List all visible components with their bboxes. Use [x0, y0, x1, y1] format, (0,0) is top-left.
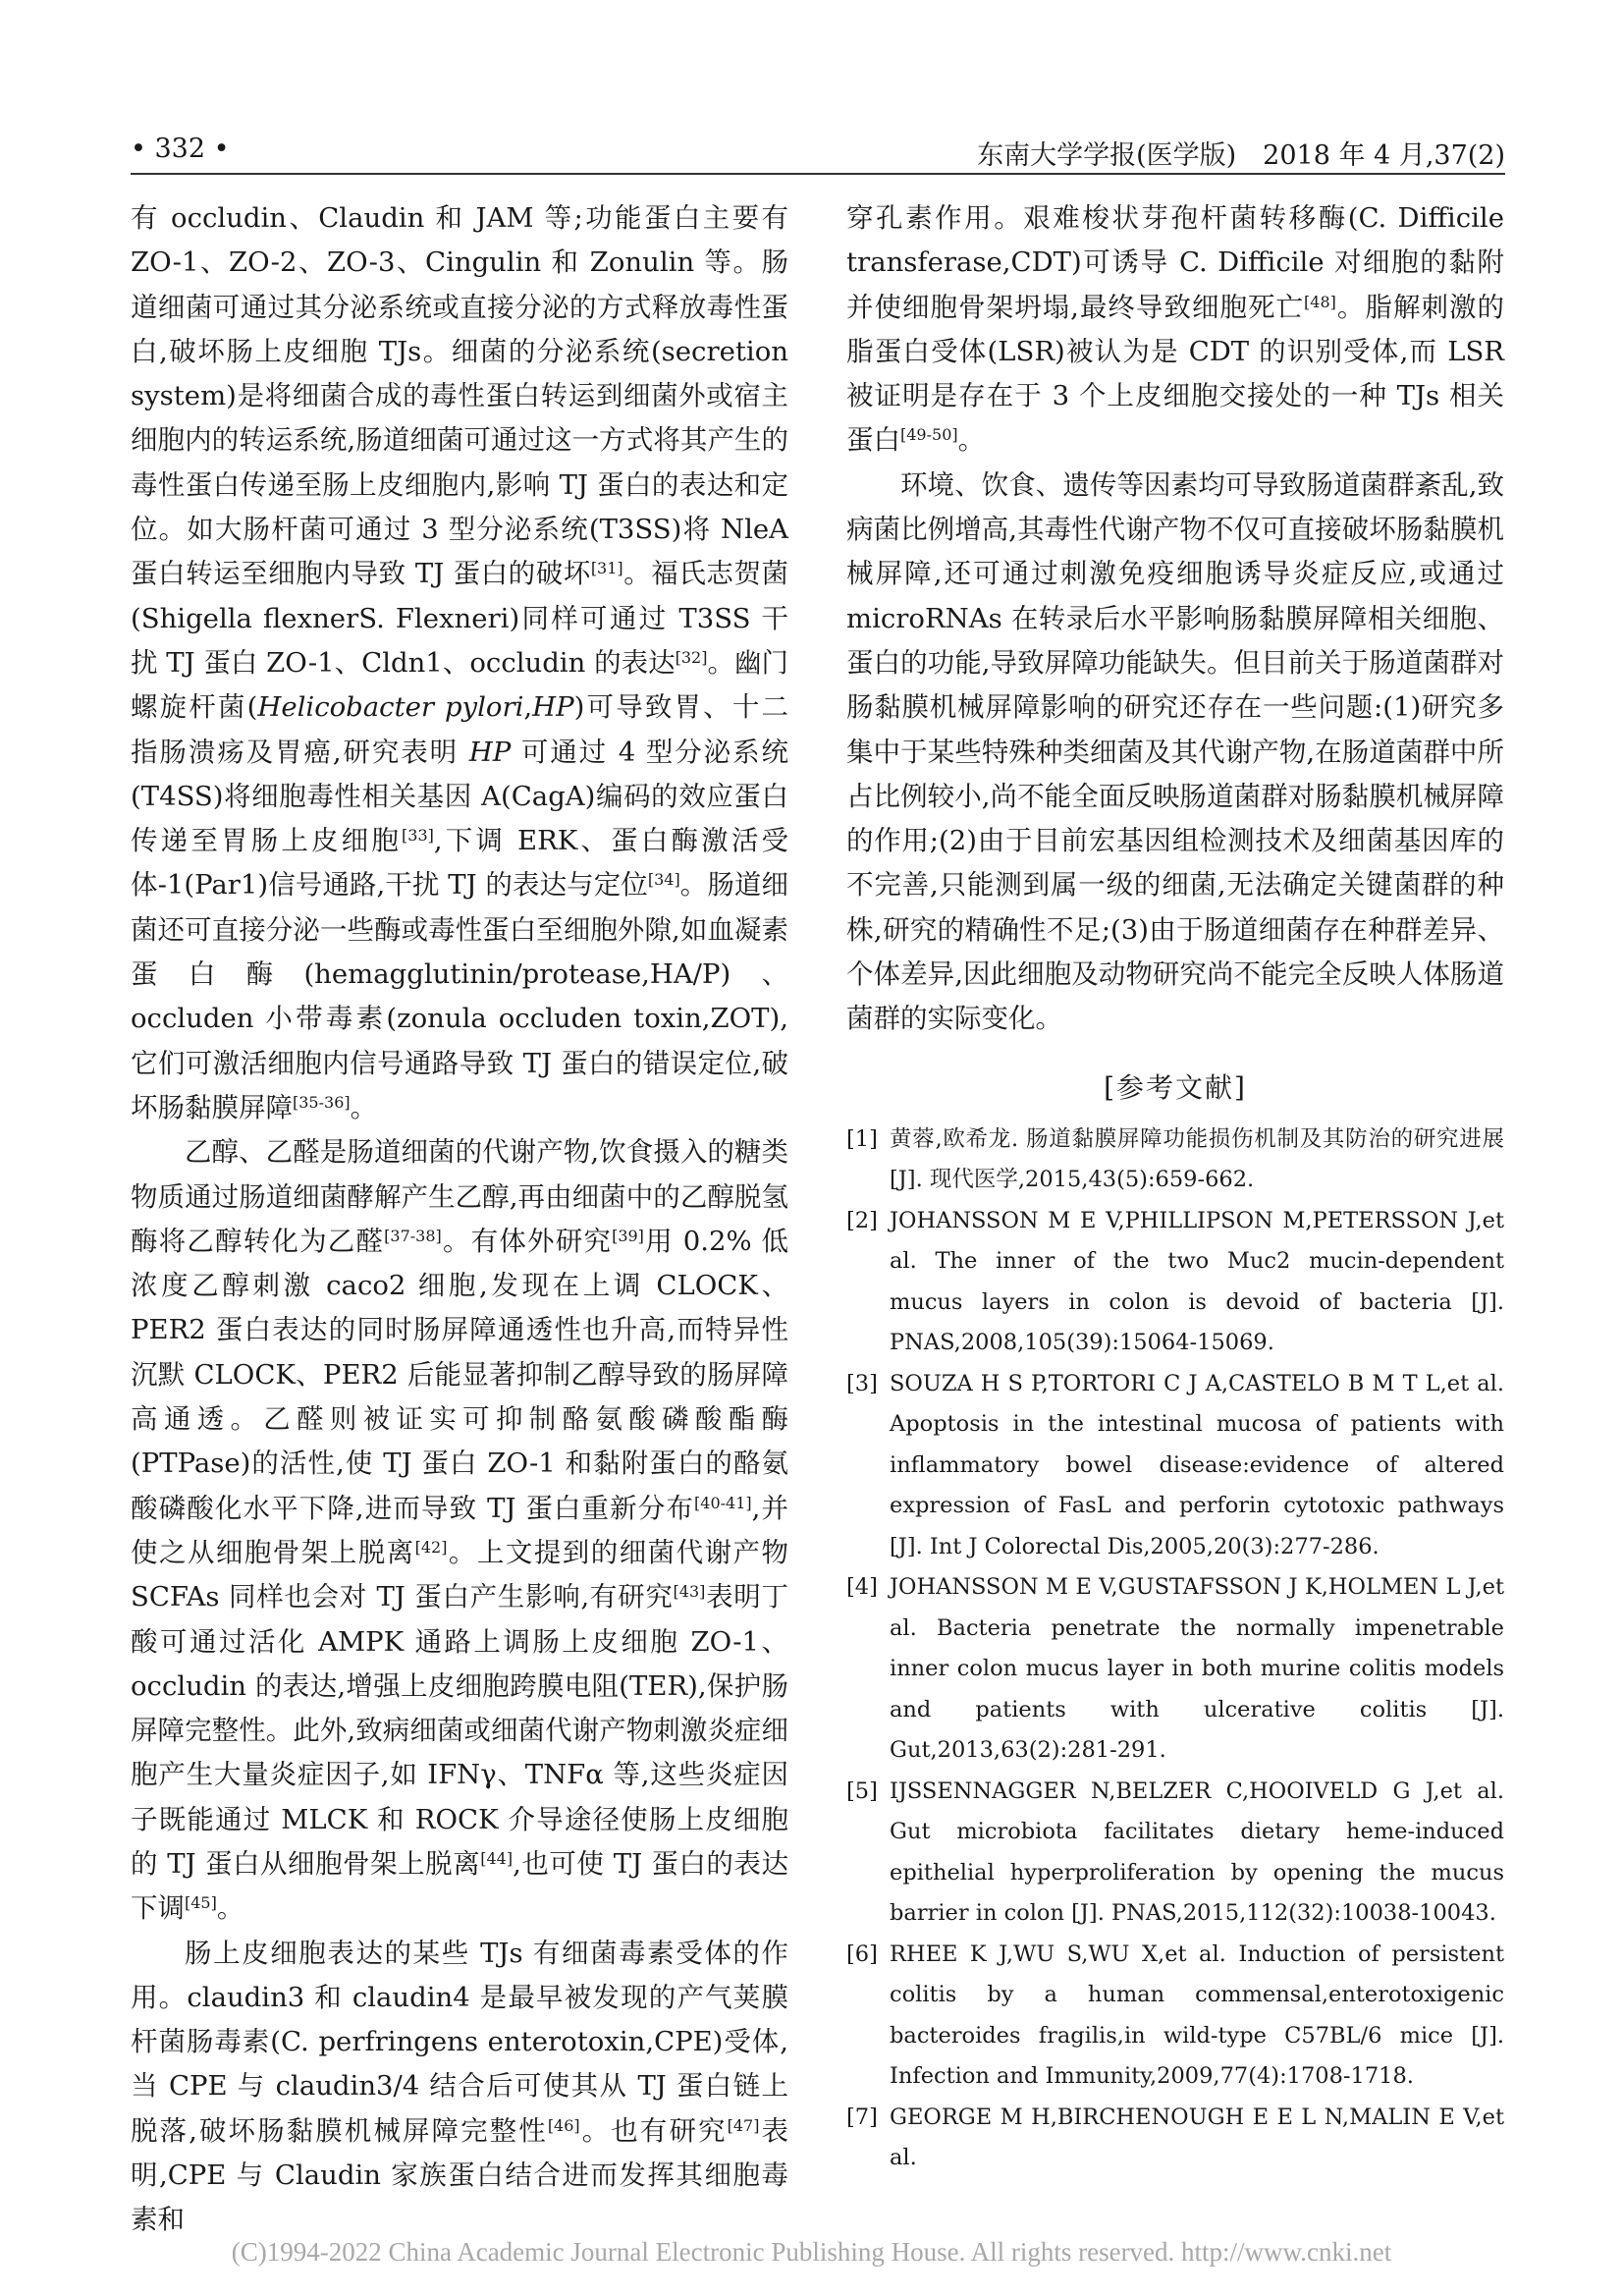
text-run: 肠上皮细胞表达的某些 TJs 有细菌毒素受体的作用。claudin3 和 claudin4 是最早被发现的产气荚膜杆菌肠毒素(C. perfringens enterotoxin,CPE)受体,当 CPE 与 claudin3/4 结合后可使其从 TJ 蛋白链上脱落,破坏肠黏膜机械屏障完整性	[131, 1937, 788, 2147]
text-run: 乙醇、乙醛是肠道细菌的代谢产物,饮食摄入的糖类物质通过肠道细菌酵解产生乙醇,再由细菌中的乙醇脱氢酶将乙醇转化为乙醛	[131, 1136, 788, 1257]
citation-marker: [32]	[675, 647, 708, 667]
text-run: 表明,CPE 与 Claudin 家族蛋白结合进而发挥其细胞毒素和	[131, 2114, 789, 2236]
body-paragraph	[846, 196, 1504, 464]
text-run: ,下调 ERK、蛋白酶激活受体-1(Par1)信号通路,干扰 TJ 的表达与定位	[131, 825, 789, 902]
text-run: 。	[957, 424, 986, 457]
body-paragraph	[131, 196, 788, 1130]
citation-marker: [42]	[414, 1537, 448, 1557]
reference-number: [6]	[846, 1941, 878, 1967]
text-run: 穿孔素作用。艰难梭状芽孢杆菌转移酶(C. Difficile transferase,CDT)可诱导 C. Difficile 对细胞的黏附并使细胞骨架坍塌,最终导致细胞死亡	[846, 202, 1504, 323]
body-paragraph	[131, 1932, 788, 2243]
text-run: 。脂解刺激的脂蛋白受体(LSR)被认为是 CDT 的识别受体,而 LSR 被证明是存在于 3 个上皮细胞交接处的一种 TJs 相关蛋白	[846, 291, 1504, 457]
reference-item	[846, 1364, 1504, 1568]
italic-text: HP	[532, 691, 574, 724]
citation-marker: [39]	[612, 1226, 644, 1245]
copyright-footer: (C)1994-2022 China Academic Journal Electronic Publishing House. All rights reserved. http://www.cnki.net	[231, 2237, 1392, 2267]
citation-marker: [45]	[185, 1893, 217, 1913]
body-paragraph	[846, 464, 1504, 1042]
text-run: 。有体外研究	[441, 1225, 613, 1257]
reference-number: [1]	[846, 1125, 878, 1152]
citation-marker: [44]	[480, 1848, 514, 1868]
italic-text: Helicobacter pylori	[257, 691, 524, 724]
text-run: 。上文提到的细菌代谢产物 SCFAs 同样也会对 TJ 蛋白产生影响,有研究	[131, 1536, 789, 1613]
text-run: )可导致胃、十二指肠溃疡及胃癌,研究表明	[131, 691, 788, 768]
right-column-body	[846, 196, 1504, 1042]
reference-text: GEORGE M H,BIRCHENOUGH E E L N,MALIN E V,et al.	[890, 2104, 1504, 2171]
citation-marker: [37-38]	[384, 1226, 442, 1245]
reference-item	[846, 1935, 1504, 2098]
reference-item	[846, 1772, 1504, 1935]
citation-marker: [34]	[647, 870, 680, 890]
reference-text: RHEE K J,WU S,WU X,et al. Induction of persistent colitis by a human commensal,enterotoxigenic bacteroides fragilis,in wild-type C57BL/6 mice [J]. Infection and Immunity,2009,77(4):1708-1718.	[890, 1941, 1504, 2090]
text-run: 。	[350, 1091, 378, 1123]
body-paragraph	[131, 1130, 788, 1931]
text-run: ,	[523, 691, 533, 724]
reference-item	[846, 2098, 1504, 2179]
text-run: 可通过 4 型分泌系统(T4SS)将细胞毒性相关基因 A(CagA)编码的效应蛋白传递至胃肠上皮细胞	[131, 736, 788, 857]
reference-text: SOUZA H S P,TORTORI C J A,CASTELO B M T L,et al. Apoptosis in the intestinal mucosa of patients with inflammatory bowel disease:evidence of altered expression of FasL and perforin cytotoxic pathways [J]. Int J Colorectal Dis,2005,20(3):277-286.	[890, 1370, 1504, 1559]
reference-text: JOHANSSON M E V,PHILLIPSON M,PETERSSON J,et al. The inner of the two Muc2 mucin-dependent mucus layers in colon is devoid of bacteria [J]. PNAS,2008,105(39):15064-15069.	[890, 1207, 1504, 1356]
text-run: 。福氏志贺菌(Shigella flexnerS. Flexneri)同样可通过 T3SS 干扰 TJ 蛋白 ZO-1、Cldn1、occludin 的表达	[131, 558, 788, 679]
reference-number: [4]	[846, 1574, 878, 1601]
text-run: 。	[216, 1892, 244, 1925]
right-column	[846, 196, 1504, 2179]
reference-number: [3]	[846, 1370, 878, 1396]
page-header	[131, 128, 1505, 171]
citation-marker: [40-41]	[694, 1493, 752, 1512]
reference-list	[846, 1120, 1504, 2179]
citation-marker: [35-36]	[293, 1092, 351, 1112]
reference-text: IJSSENNAGGER N,BELZER C,HOOIVELD G J,et al. Gut microbiota facilitates dietary heme-induced epithelial hyperproliferation by opening the mucus barrier in colon [J]. PNAS,2015,112(32):10038-10043.	[890, 1777, 1504, 1927]
reference-item	[846, 1120, 1504, 1201]
reference-item	[846, 1201, 1504, 1364]
reference-item	[846, 1567, 1504, 1772]
references-heading: [参考文献]	[1104, 1070, 1247, 1104]
text-run: ,并使之从细胞骨架上脱离	[131, 1492, 788, 1568]
italic-text: HP	[468, 736, 512, 768]
header-rule	[131, 173, 1505, 175]
reference-number: [2]	[846, 1207, 878, 1233]
citation-marker: [49-50]	[900, 425, 958, 445]
reference-number: [5]	[846, 1777, 878, 1804]
text-run: 表明丁酸可通过活化 AMPK 通路上调肠上皮细胞 ZO-1、occludin 的表达,增强上皮细胞跨膜电阻(TER),保护肠屏障完整性。此外,致病细菌或细菌代谢产物刺激炎症细胞产生大量炎症因子,如 IFNγ、TNFα 等,这些炎症因子既能通过 MLCK 和 ROCK 介导途径使肠上皮细胞的 TJ 蛋白从细胞骨架上脱离	[131, 1581, 789, 1880]
citation-marker: [31]	[590, 559, 623, 578]
reference-number: [7]	[846, 2104, 878, 2130]
citation-marker: [47]	[727, 2115, 760, 2135]
reference-text: 黄蓉,欧希龙. 肠道黏膜屏障功能损伤机制及其防治的研究进展[J]. 现代医学,2015,43(5):659-662.	[890, 1125, 1504, 1193]
page-number: • 332 •	[131, 134, 230, 164]
text-run: 。幽门螺旋杆菌(	[131, 646, 788, 724]
reference-text: JOHANSSON M E V,GUSTAFSSON J K,HOLMEN L J,et al. Bacteria penetrate the normally impenetrable inner colon mucus layer in both murine colitis models and patients with ulcerative colitis [J]. Gut,2013,63(2):281-291.	[890, 1574, 1504, 1764]
citation-marker: [33]	[402, 826, 434, 846]
text-run: 有 occludin、Claudin 和 JAM 等;功能蛋白主要有 ZO-1、ZO-2、ZO-3、Cingulin 和 Zonulin 等。肠道细菌可通过其分泌系统或直接分泌的方式释放毒性蛋白,破坏肠上皮细胞 TJs。细菌的分泌系统(secretion system)是将细菌合成的毒性蛋白转运到细菌外或宿主细胞内的转运系统,肠道细菌可通过这一方式将其产生的毒性蛋白传递至肠上皮细胞内,影响 TJ 蛋白的表达和定位。如大肠杆菌可通过 3 型分泌系统(T3SS)将 NleA 蛋白转运至细胞内导致 TJ 蛋白的破坏	[131, 202, 788, 590]
citation-marker: [48]	[1304, 292, 1336, 311]
text-run: 。肠道细菌还可直接分泌一些酶或毒性蛋白至细胞外隙,如血凝素蛋白酶(hemagglutinin/protease,HA/P)、occluden 小带毒素(zonula occluden toxin,ZOT),它们可激活细胞内信号通路导致 TJ 蛋白的错误定位,破坏肠黏膜屏障	[131, 869, 788, 1123]
left-column	[131, 196, 788, 2243]
text-run: 。也有研究	[579, 2114, 728, 2147]
citation-marker: [46]	[547, 2115, 580, 2135]
text-run: ,也可使 TJ 蛋白的表达下调	[131, 1847, 788, 1925]
text-run: 环境、饮食、遗传等因素均可导致肠道菌群紊乱,致病菌比例增高,其毒性代谢产物不仅可直接破坏肠黏膜机械屏障,还可通过刺激免疫细胞诱导炎症反应,或通过 microRNAs 在转录后水平影响肠黏膜屏障相关细胞、蛋白的功能,导致屏障功能缺失。但目前关于肠道菌群对肠黏膜机械屏障影响的研究还存在一些问题:(1)研究多集中于某些特殊种类细菌及其代谢产物,在肠道菌群中所占比例较小,尚不能全面反映肠道菌群对肠黏膜机械屏障的作用;(2)由于目前宏基因组检测技术及细菌基因库的不完善,只能测到属一级的细菌,无法确定关键菌群的种株,研究的精确性不足;(3)由于肠道细菌存在种群差异、个体差异,因此细胞及动物研究尚不能完全反映人体肠道菌群的实际变化。	[846, 468, 1504, 1035]
journal-info: 东南大学学报(医学版) 2018 年 4 月,37(2)	[977, 140, 1505, 171]
citation-marker: [43]	[673, 1582, 706, 1602]
text-run: 用 0.2% 低浓度乙醇刺激 caco2 细胞,发现在上调 CLOCK、PER2 蛋白表达的同时肠屏障通透性也升高,而特异性沉默 CLOCK、PER2 后能显著抑制乙醇导致的肠屏障高通透。乙醛则被证实可抑制酪氨酸磷酸酯酶(PTPase)的活性,使 TJ 蛋白 ZO-1 和黏附蛋白的酪氨酸磷酸化水平下降,进而导致 TJ 蛋白重新分布	[131, 1225, 789, 1524]
